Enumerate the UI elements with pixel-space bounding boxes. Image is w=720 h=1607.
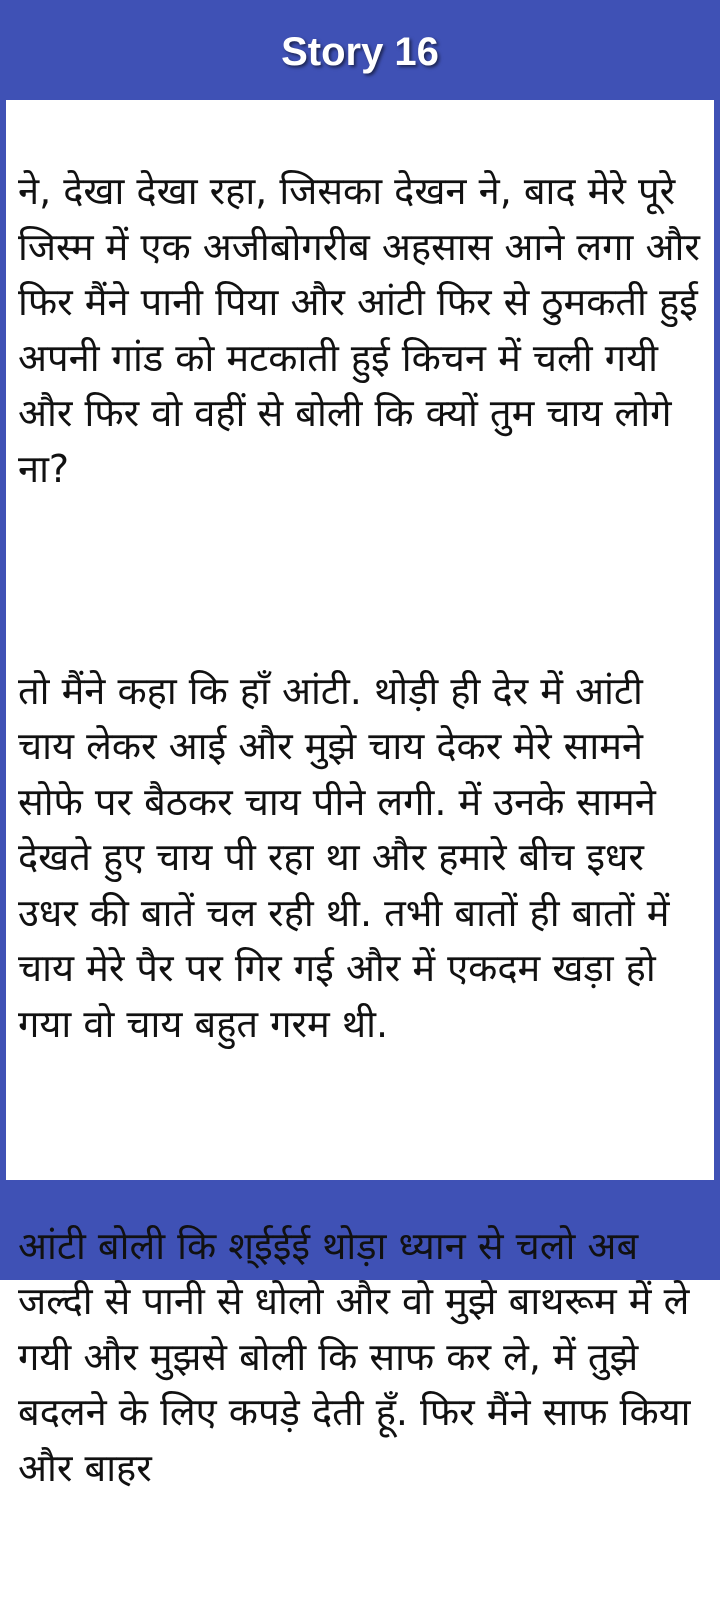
app-bar — [0, 0, 720, 100]
story-text — [18, 53, 712, 1607]
story-scroll-area[interactable] — [6, 100, 714, 1490]
story-paragraph: ने, देखा देखा रहा, जिसका देखन ने, बाद मेरे पूरे जिस्म में एक अजीबोगरीब अहसास आने लगा और फिर मैंने पानी पिया और आंटी फिर से ठुमकती हुई अपनी गांड को मटकाती हुई किचन में चली गयी और फिर वो वहीं से बोली कि क्यों तुम चाय लोगे ना? — [18, 169, 712, 491]
story-paragraph: तो मैंने कहा कि हाँ आंटी. थोड़ी ही देर में आंटी चाय लेकर आई और मुझे चाय देकर मेरे सामने सोफे पर बैठकर चाय पीने लगी. में उनके सामने देखते हुए चाय पी रहा था और हमारे बीच इधर उधर की बातें चल रही थी. तभी बातों ही बातों में चाय मेरे पैर पर गिर गई और में एकदम खड़ा हो गया वो चाय बहुत गरम थी. — [18, 668, 682, 1046]
story-paragraph: आंटी बोली कि श्ईईई थोड़ा ध्यान से चलो अब जल्दी से पानी से धोलो और वो मुझे बाथरूम में ले गयी और मुझसे बोली कि साफ कर ले, में तुझे बदलने के लिए कपड़े देती हूँ. फिर मैंने साफ किया और बाहर — [18, 1223, 703, 1490]
app-title: Story 16 — [281, 29, 439, 74]
